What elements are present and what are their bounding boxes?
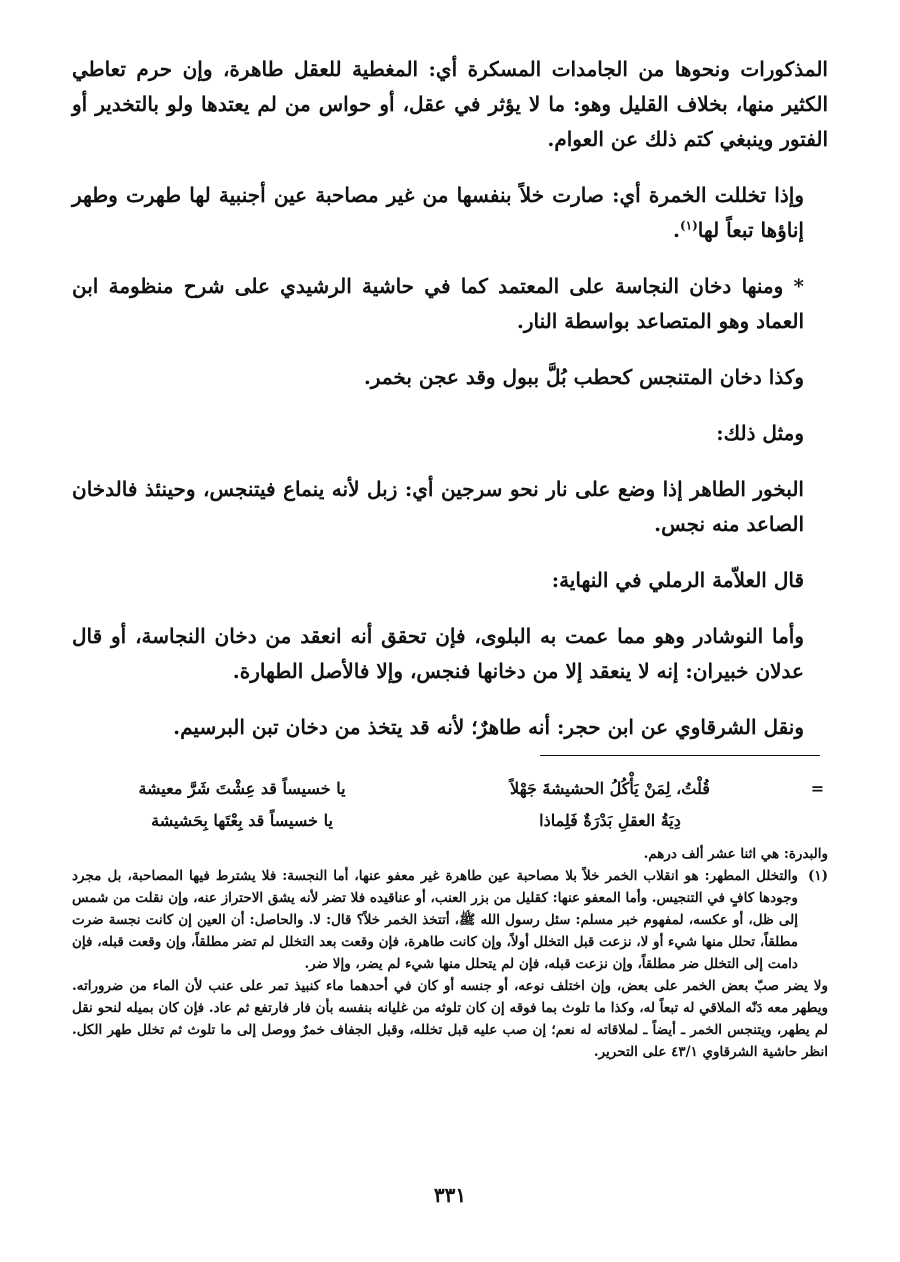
- main-text: [72, 52, 828, 745]
- paragraph-5: ومثل ذلك:: [716, 421, 804, 445]
- poem-row-1: [72, 772, 828, 804]
- paragraph-9: ونقل الشرقاوي عن ابن حجر: أنه طاهرٌ؛ لأنه قد يتخذ من دخان تبن البرسيم.: [173, 715, 804, 739]
- badra-note: والبدرة: هي اثنا عشر ألف درهم.: [643, 846, 828, 862]
- poem-row-2-second-hemistich: يا خسيساً قد بِعْتَها بِحَشيشة: [151, 810, 333, 830]
- footnotes: [72, 843, 828, 1063]
- poem-row-1-second-hemistich: يا خسيساً قد عِشْتَ شَرَّ معيشة: [138, 778, 346, 798]
- paragraph-6: البخور الطاهر إذا وضع على نار نحو سرجين أي: زبل لأنه ينماع فيتنجس، وحينئذ فالدخان الصاعد منه نجس.: [72, 477, 804, 536]
- poem-row-1-first-hemistich: قُلْتُ، لِمَنْ يَأْكُلُ الحشيشةَ جَهْلاً: [510, 778, 710, 798]
- paragraph-8: وأما النوشادر وهو مما عمت به البلوى، فإن تحقق أنه انعقد من دخان النجاسة، أو قال عدلان خبيران: إنه لا ينعقد إلا من دخانها فنجس، وإلا فالأصل الطهارة.: [72, 624, 804, 683]
- paragraph-2-text: وإذا تخللت الخمرة أي: صارت خلاً بنفسها من غير مصاحبة عين أجنبية لها طهرت وطهر إناؤها تبعاً لها: [72, 183, 804, 242]
- paragraph-4: وكذا دخان المتنجس كحطب بُلَّ ببول وقد عجن بخمر.: [363, 365, 804, 389]
- page-number: ٣٣١: [433, 1183, 467, 1207]
- paragraph-7: قال العلاّمة الرملي في النهاية:: [551, 568, 804, 592]
- poem-verses: [72, 772, 828, 836]
- paragraph-1: المذكورات ونحوها من الجامدات المسكرة أي: المغطية للعقل طاهرة، وإن حرم تعاطي الكثير منها، بخلاف القليل وهو: ما لا يؤثر في عقل، أو حواس من لم يعتدها ولو بالتخدير أو الفتور وينبغي كتم ذلك عن العوام.: [72, 57, 828, 151]
- footnote-divider: [540, 755, 820, 756]
- paragraph-2: وإذا تخللت الخمرة أي: صارت خلاً بنفسها من غير مصاحبة عين أجنبية لها طهرت وطهر إناؤها تبعاً لها$^{(١)}$.: [72, 183, 804, 242]
- footnote-1: [72, 865, 828, 975]
- footnote-marker-1: (١): [679, 218, 698, 233]
- footnote-1-number: (١): [807, 868, 828, 884]
- footnote-1-text: والتخلل المطهر: هو انقلاب الخمر خلاً بلا مصاحبة عين طاهرة غير معفو عنها، أما النجسة: فلا يشترط فيها المصاحبة، بل مجرد وجودها كافٍ في التنجيس. وأما المعفو عنها: كقليل من بزر العنب، أو عناقيده فلا تضر لأنه يشق الاحتراز عنه، وإن نقلت من شمس إلى ظل، أو عكسه، لمفهوم خبر مسلم: سئل رسول الله ﷺ، أتتخذ الخمر خلاً؟ قال: لا. والحاصل: أن العين إن كانت نجسة ضرت مطلقاً، تحلل منها شيء أو لا، نزعت قبل التخلل أولاً، وإن كانت طاهرة، فإن وقعت بعد التخلل لم تضر مطلقاً، وإن وقعت قبله، فإن دامت إلى التخلل ضر مطلقاً، وإن نزعت قبله، فإن لم يتحلل منها شيء لم يضر، وإلا ضر.: [72, 868, 798, 972]
- poem-row-2: [72, 804, 828, 836]
- continuation-marker: =: [810, 778, 826, 798]
- paragraph-3: * ومنها دخان النجاسة على المعتمد كما في حاشية الرشيدي على شرح منظومة ابن العماد وهو المتصاعد بواسطة النار.: [72, 274, 804, 333]
- footnote-1-continuation: ولا يضر صبّ بعض الخمر على بعض، وإن اختلف نوعه، أو جنسه أو كان في أحدهما ماء كنبيذ تمر على عنب لأن الماء من ضروراته. ويطهر معه دَنّه الملاقي له تبعاً له، وكذا ما تلوث بما فوقه إن كان تلوثه من غليانه بنفسه بأن فار فارتفع ثم عاد. فإن كان بميله لنحو نقل لم يطهر، ويتنجس الخمر ـ أيضاً ـ لملاقاته له نعم؛ إن صب عليه قبل تخلله، وقبل الجفاف خمرٌ ووصل إلى ما تلوث ثم تخلل طهر الكل. انظر حاشية الشرقاوي ٤٣/١ على التحرير.: [72, 978, 828, 1060]
- poem-row-2-first-hemistich: دِيَةُ العقلِ بَدْرَةٌ فَلِماذا: [539, 810, 681, 830]
